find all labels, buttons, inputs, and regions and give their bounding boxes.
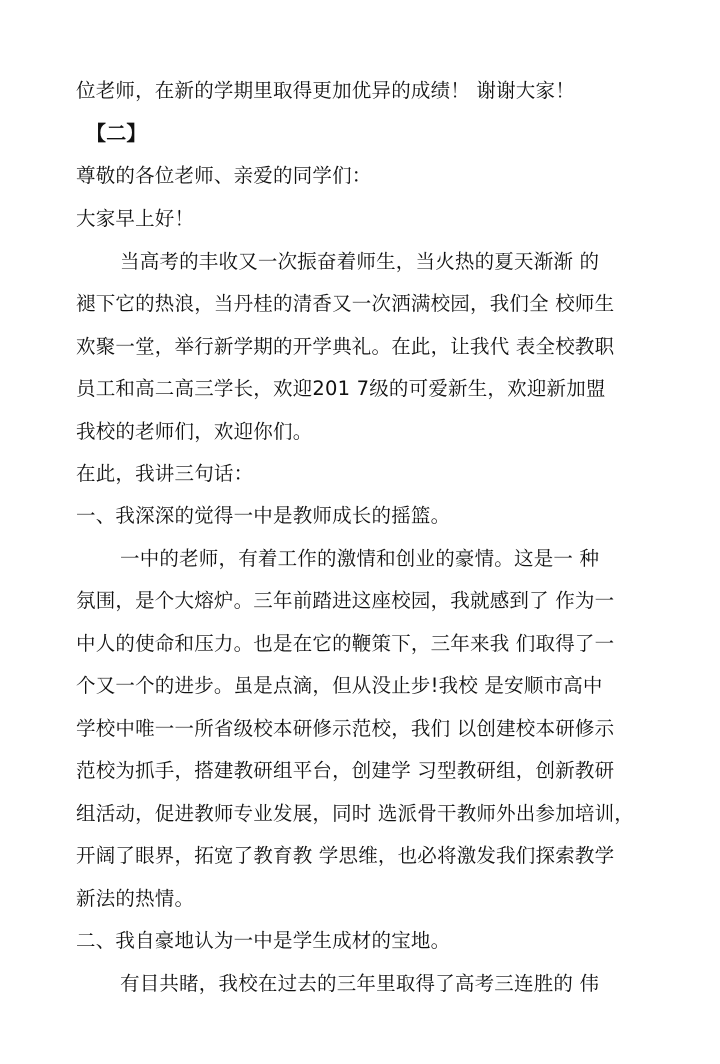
- point-heading: 二、我自豪地认为一中是学生成材的宝地。: [76, 929, 451, 952]
- text-line: 学校中唯一一所省级校本研修示范校，我们 以创建校本研修示: [76, 717, 615, 740]
- text-line: 有目共睹，我校在过去的三年里取得了高考三连胜的 伟: [120, 972, 600, 995]
- text-line: 一中的老师，有着工作的激情和创业的豪情。这是一 种: [120, 547, 600, 570]
- salutation: 尊敬的各位老师、亲爱的同学们：: [76, 164, 372, 187]
- text-line: 组活动，促进教师专业发展，同时 选派骨干教师外出参加培训，: [76, 802, 634, 825]
- text-line: 中人的使命和压力。也是在它的鞭策下，三年来我 们取得了一: [76, 632, 615, 655]
- text-line: 个又一个的进步。虽是点滴，但从没止步!我校 是安顺市高中: [76, 674, 603, 697]
- text-line: 员工和高二高三学长，欢迎201 7级的可爱新生，欢迎新加盟: [76, 377, 606, 400]
- text-line: 在此，我讲三句话：: [76, 462, 254, 485]
- text-line: 我校的老师们，欢迎你们。: [76, 420, 313, 443]
- text-line: 欢聚一堂，举行新学期的开学典礼。在此，让我代 表全校教职: [76, 335, 615, 358]
- text-line: 范校为抓手，搭建教研组平台，创建学 习型教研组，创新教研: [76, 759, 615, 782]
- section-heading: 【二】: [86, 121, 147, 145]
- point-heading: 一、我深深的觉得一中是教师成长的摇篮。: [76, 504, 451, 527]
- greeting: 大家早上好！: [76, 207, 195, 230]
- text-line: 氛围，是个大熔炉。三年前踏进这座校园，我就感到了 作为一: [76, 589, 615, 612]
- text-line: 新法的热情。: [76, 887, 195, 910]
- text-line: 褪下它的热浪，当丹桂的清香又一次洒满校园，我们全 校师生: [76, 292, 615, 315]
- text-line: 开阔了眼界，拓宽了教育教 学思维，也必将激发我们探索教学: [76, 844, 615, 867]
- text-line: 位老师，在新的学期里取得更加优异的成绩！ 谢谢大家！: [76, 79, 575, 102]
- text-line: 当高考的丰收又一次振奋着师生，当火热的夏天渐渐 的: [120, 250, 600, 273]
